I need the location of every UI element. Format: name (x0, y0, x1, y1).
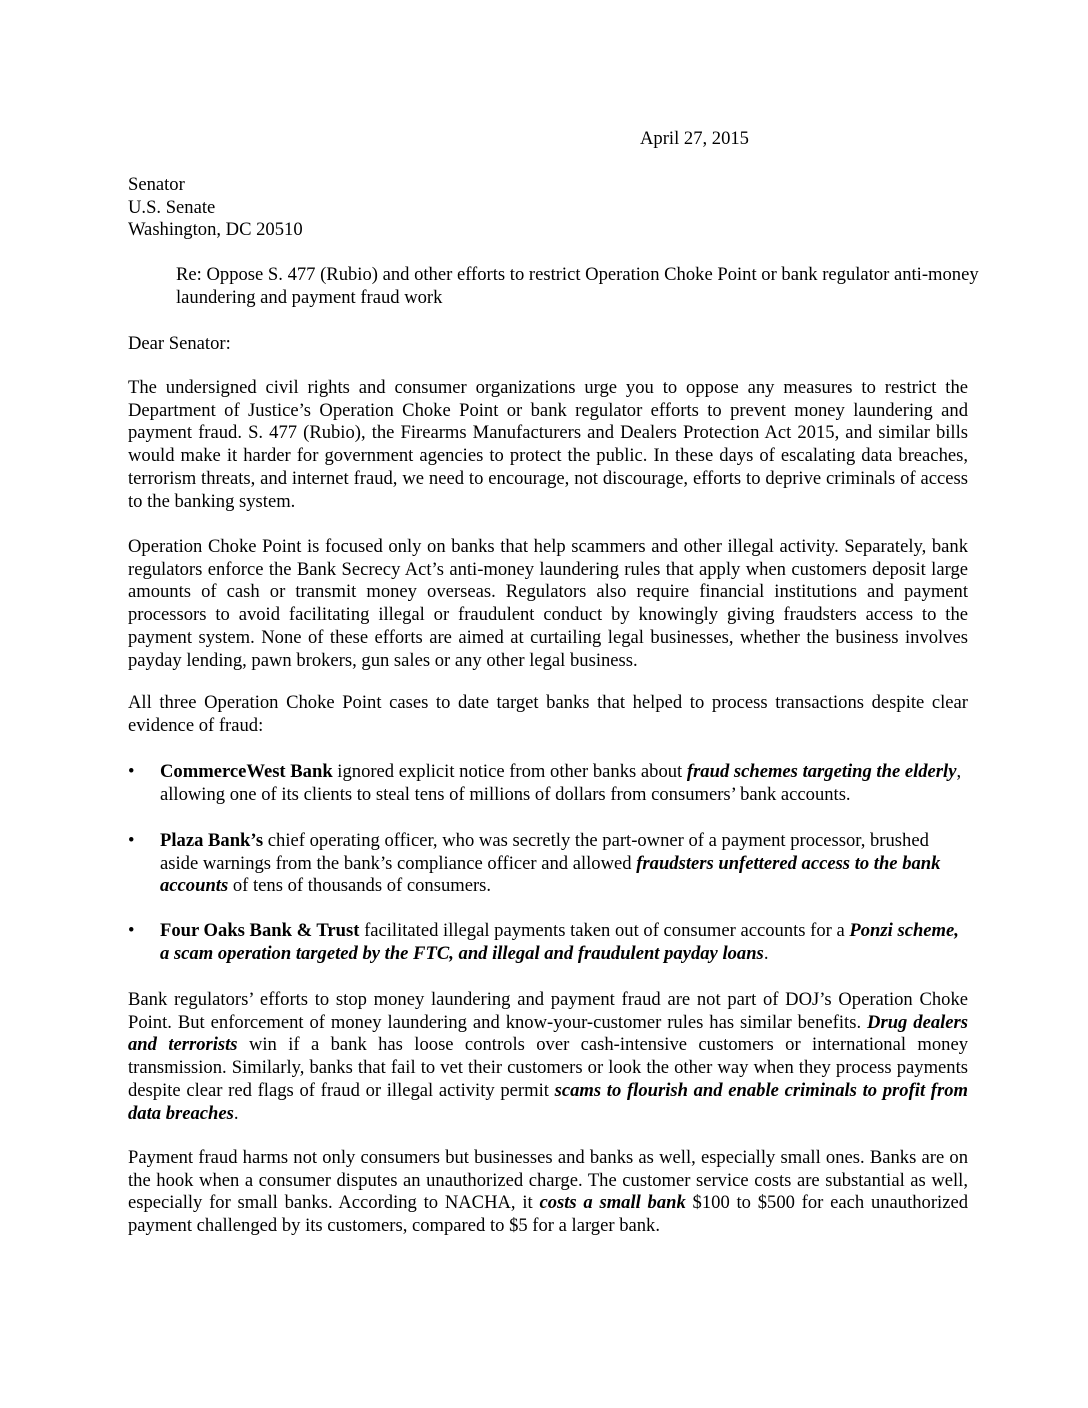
bullet-four-oaks (128, 920, 968, 965)
bullet-text-part: ignored explicit notice from other banks about (332, 761, 687, 782)
bullet-text (160, 830, 968, 898)
paragraph-payment-fraud (128, 1147, 968, 1238)
paragraph-text-part: . (233, 1102, 239, 1124)
bullet-text-part: facilitated illegal payments taken out of consumer accounts for a (359, 920, 850, 941)
letter-date: April 27, 2015 (640, 128, 749, 149)
paragraph-regulators (128, 989, 968, 1125)
emphasis-text: Drug dealers and terrorists (128, 1011, 969, 1056)
bullet-text (160, 761, 968, 806)
address-line: Senator (128, 174, 185, 195)
paragraph-choke-point: Operation Choke Point is focused only on banks that help scammers and other illegal activity. Separately, bank regulators enforce the Bank Secrecy Act’s anti-money laundering rules that apply when customers deposit large amounts of cash or transmit money overseas. Regulators also require financial institutions and payment processors to avoid facilitating illegal or fraudulent conduct by knowingly giving fraudsters access to the payment system. None of these efforts are aimed at curtailing legal businesses, whether the business involves payday lending, pawn brokers, gun sales or any other legal business. (128, 536, 968, 671)
bank-name: CommerceWest Bank (160, 761, 333, 782)
bullet-glyph: • (128, 920, 135, 941)
emphasis-text: fraudsters unfettered access to the bank accounts (160, 852, 941, 897)
bullet-text-part: . (763, 942, 769, 964)
paragraph-text-part: Payment fraud harms not only consumers but businesses and banks as well, especially small ones. Banks are on the hook when a consumer disputes an unauthorized charge. The customer service costs are substantial as well, especially for small banks. According to NACHA, it (128, 1147, 968, 1214)
bullet-text-part: of tens of thousands of consumers. (228, 875, 492, 897)
bank-name: Four Oaks Bank & Trust (160, 920, 360, 941)
address-line: Washington, DC 20510 (128, 219, 303, 241)
emphasis-text: Ponzi scheme, a scam operation targeted by the FTC, and illegal and fraudulent payday loans (160, 920, 959, 964)
emphasis-text: fraud schemes targeting the elderly (686, 761, 957, 782)
emphasis-text: scams to flourish and enable criminals to profit from data breaches (128, 1079, 968, 1124)
subject-line: Re: Oppose S. 477 (Rubio) and other efforts to restrict Operation Choke Point or bank regulator anti-money laundering and payment fraud work (176, 264, 979, 308)
bullet-glyph: • (128, 830, 135, 851)
paragraph-text-part: Bank regulators’ efforts to stop money laundering and payment fraud are not part of DOJ’s Operation Choke Point. But enforcement of money laundering and know-your-customer rules has similar benefits. (128, 989, 968, 1033)
bullet-text-part: chief operating officer, who was secretly the part-owner of a payment processor, brushed aside warnings from the bank’s compliance officer and allowed (160, 830, 929, 874)
bullet-glyph: • (128, 761, 135, 782)
address-line: U.S. Senate (128, 196, 216, 218)
bullet-text-part: , allowing one of its clients to steal tens of millions of dollars from consumers’ bank accounts. (160, 761, 962, 805)
salutation: Dear Senator: (128, 333, 231, 354)
bullet-text (160, 920, 968, 965)
paragraph-text-part: $100 to $500 for each unauthorized payment challenged by its customers, compared to $5 for a larger bank. (128, 1192, 969, 1237)
bullet-plaza-bank (128, 830, 968, 898)
emphasis-text: costs a small bank (539, 1192, 686, 1214)
paragraph-text-part: win if a bank has loose controls over cash-intensive customers or international money transmission. Similarly, banks that fail to vet their customers or look the other way when they process payments despite clear red flags of fraud or illegal activity permit (128, 1034, 969, 1101)
bullet-commercewest (128, 761, 968, 806)
paragraph-cases-intro: All three Operation Choke Point cases to date target banks that helped to process transactions despite clear evidence of fraud: (128, 692, 968, 736)
bank-name: Plaza Bank’s (160, 830, 264, 851)
recipient-address (128, 174, 303, 242)
paragraph-intro: The undersigned civil rights and consumer organizations urge you to oppose any measures to restrict the Department of Justice’s Operation Choke Point or bank regulator efforts to prevent money laundering and payment fraud. S. 477 (Rubio), the Firearms Manufacturers and Dealers Protection Act 2015, and similar bills would make it harder for government agencies to protect the public. In these days of escalating data breaches, terrorism threats, and internet fraud, we need to encourage, not discourage, efforts to deprive criminals of access to the banking system. (128, 377, 968, 512)
